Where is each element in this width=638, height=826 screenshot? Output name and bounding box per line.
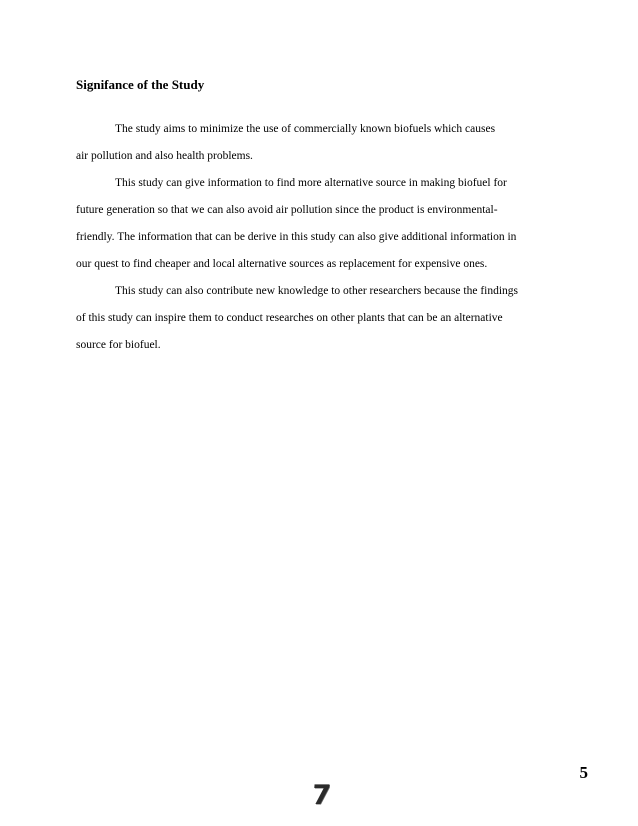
paragraph-3-line-1: This study can also contribute new knowledge to other researchers because the findings	[115, 285, 519, 297]
paragraph-2-line-2: future generation so that we can also avoid air pollution since the product is environmental-	[76, 204, 498, 216]
paragraph-3-line-3: source for biofuel.	[76, 339, 161, 351]
paragraph-2-line-1: This study can give information to find more alternative source in making biofuel for	[115, 177, 507, 189]
paragraph-1-line-1: The study aims to minimize the use of commercially known biofuels which causes	[115, 123, 496, 135]
stamped-page-number: 7	[310, 780, 332, 811]
paragraph-3-line-2: of this study can inspire them to conduct researches on other plants that can be an alternative	[76, 312, 503, 324]
page-number: 5	[579, 763, 588, 782]
paragraph-1-line-2: air pollution and also health problems.	[76, 150, 253, 162]
paragraph-2-line-4: our quest to find cheaper and local alternative sources as replacement for expensive ones.	[76, 258, 488, 270]
section-heading: Signifance of the Study	[76, 77, 205, 92]
paragraph-2-line-3: friendly. The information that can be derive in this study can also give additional information in	[76, 231, 517, 243]
